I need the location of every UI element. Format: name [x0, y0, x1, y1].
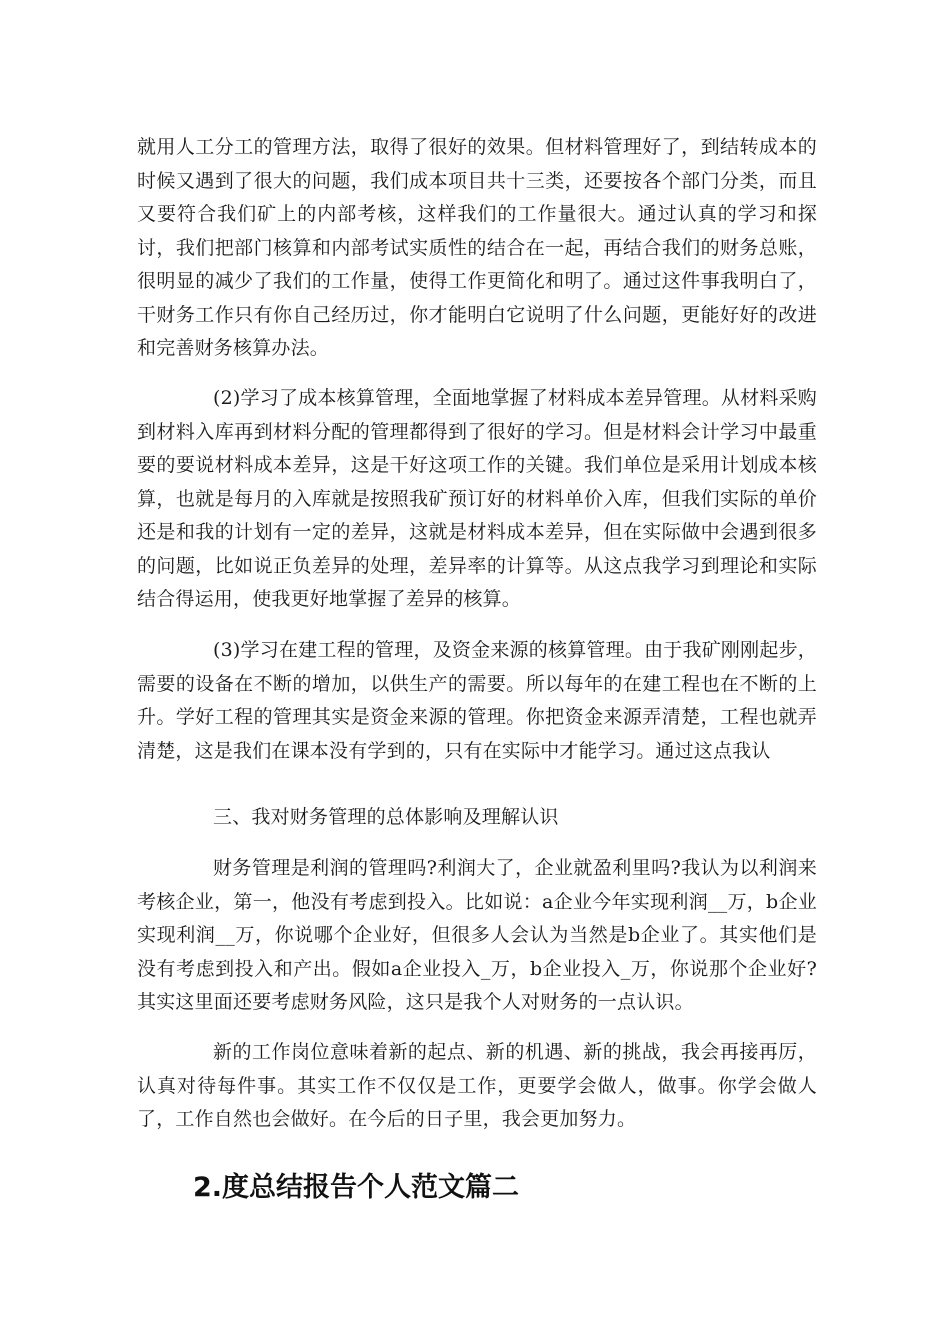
section-heading-financial-understanding: 三、我对财务管理的总体影响及理解认识: [213, 806, 559, 828]
paragraph-cost-accounting: (2)学习了成本核算管理，全面地掌握了材料成本差异管理。从材料采购到材料入库再到材料分配的管理都得到了很好的学习。但是材料会计学习中最重要的要说材料成本差异，这是干好这项工作的关键。我们单位是采用计划成本核算，也就是每月的入库就是按照我矿预订好的材料单价入库，但我们实际的单价还是和我的计划有一定的差异，这就是材料成本差异，但在实际做中会遇到很多的问题，比如说正负差异的处理，差异率的计算等。从这点我学习到理论和实际结合得运用，使我更好地掌握了差异的核算。: [137, 387, 817, 610]
paragraph-new-position: 新的工作岗位意味着新的起点、新的机遇、新的挑战，我会再接再厉，认真对待每件事。其实工作不仅仅是工作，更要学会做人，做事。你学会做人了，工作自然也会做好。在今后的日子里，我会更加努力。: [137, 1041, 817, 1130]
article-heading: 2.度总结报告个人范文篇二: [193, 1172, 520, 1203]
paragraph-construction-in-progress: (3)学习在建工程的管理，及资金来源的核算管理。由于我矿刚刚起步，需要的设备在不断的增加，以供生产的需要。所以每年的在建工程也在不断的上升。学好工程的管理其实是资金来源的管理。你把资金来源弄清楚，工程也就弄清楚，这是我们在课本没有学到的，只有在实际中才能学习。通过这点我认: [137, 639, 817, 762]
paragraph-material-management: 就用人工分工的管理方法，取得了很好的效果。但材料管理好了，到结转成本的时候又遇到了很大的问题，我们成本项目共十三类，还要按各个部门分类，而且又要符合我们矿上的内部考核，这样我们的工作量很大。通过认真的学习和探讨，我们把部门核算和内部考试实质性的结合在一起，再结合我们的财务总账，很明显的减少了我们的工作量，使得工作更简化和明了。通过这件事我明白了，干财务工作只有你自己经历过，你才能明白它说明了什么问题，更能好好的改进和完善财务核算办法。: [137, 136, 817, 359]
paragraph-profit-management: 财务管理是利润的管理吗?利润大了，企业就盈利里吗?我认为以利润来考核企业，第一，他没有考虑到投入。比如说：a企业今年实现利润__万，b企业实现利润__万，你说哪个企业好，但很多人会认为当然是b企业了。其实他们是没有考虑到投入和产出。假如a企业投入_万，b企业投入_万，你说那个企业好?其实这里面还要考虑财务风险，这只是我个人对财务的一点认识。: [137, 857, 817, 1013]
